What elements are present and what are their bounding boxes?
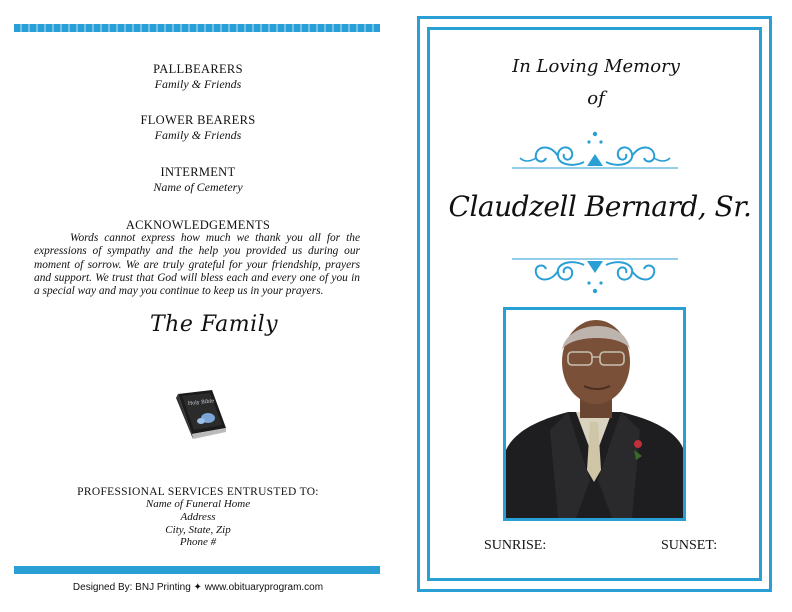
- flower-bearers-heading: FLOWER BEARERS: [140, 113, 256, 127]
- pallbearers-heading: PALLBEARERS: [153, 62, 243, 76]
- bible-label: Holy Bible: [187, 398, 215, 407]
- deceased-name: Claudzell Bernard, Sr.: [448, 190, 752, 223]
- acknowledgements-heading: ACKNOWLEDGEMENTS: [125, 218, 271, 232]
- funeral-home-name: Name of Funeral Home: [145, 498, 251, 510]
- pallbearers-names: Family & Friends: [154, 77, 242, 91]
- scroll-ornament-icon: [512, 253, 678, 302]
- flower-bearers-names: Family & Friends: [154, 128, 242, 142]
- top-divider-bar: [14, 24, 380, 32]
- portrait-photo: [503, 307, 686, 521]
- interment-heading: INTERMENT: [160, 165, 236, 179]
- scroll-ornament-icon: [512, 128, 678, 183]
- of-text: of: [587, 88, 605, 109]
- family-signature: The Family: [150, 312, 279, 337]
- services-section: [0, 486, 396, 549]
- funeral-home-address: Address: [180, 510, 216, 523]
- bible-icon: [172, 388, 228, 447]
- sunrise-label: SUNRISE:: [484, 538, 547, 553]
- pallbearers-section: [0, 62, 396, 92]
- funeral-home-city: City, State, Zip: [165, 523, 231, 536]
- funeral-home-phone: Phone #: [179, 536, 217, 549]
- designer-credit: Designed By: BNJ Printing ✦ www.obituaryprogram.com: [72, 582, 324, 593]
- sunset-label: SUNSET:: [661, 538, 718, 553]
- in-loving-memory: In Loving Memory: [512, 56, 680, 77]
- interment-location: Name of Cemetery: [153, 180, 243, 194]
- bottom-divider-bar: [14, 566, 380, 574]
- services-heading: PROFESSIONAL SERVICES ENTRUSTED TO:: [77, 486, 319, 498]
- flower-bearers-section: [0, 113, 396, 143]
- interment-section: [0, 165, 396, 195]
- acknowledgements-text: Words cannot express how much we thank you all for the expressions of sympathy and the help you provided us during our moment of sorrow. We are truly grateful for your friendship, prayers and support. We trust that God will bless each and every one of you in a special way and may you continue to keep us in your prayers.: [34, 232, 360, 298]
